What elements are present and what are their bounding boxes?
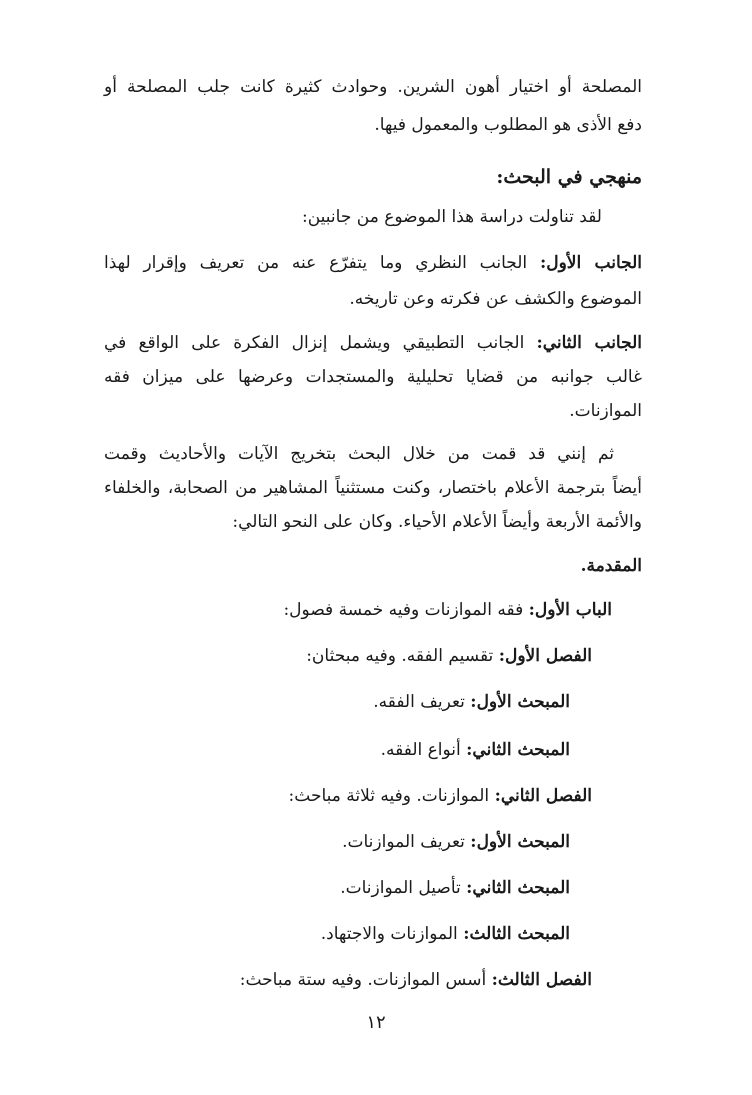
side1-line-1 [104, 252, 642, 274]
ch2-s2-text: تأصيل الموازنات. [340, 878, 461, 898]
side2-line-2: غالب جوانبه من قضايا تحليلية والمستجدات وعرضها على ميزان فقه [104, 367, 642, 387]
outline-chapter-3 [240, 970, 592, 990]
side2-label: الجانب الثاني: [536, 333, 642, 353]
ch1-label: الفصل الأول: [498, 646, 592, 666]
ch3-text: أسس الموازنات. وفيه ستة مباحث: [239, 970, 487, 990]
ch2-text: الموازنات. وفيه ثلاثة مباحث: [288, 786, 490, 806]
outline-ch2-section-2 [340, 878, 570, 898]
p3-line-2: أيضاً بترجمة الأعلام باختصار، وكنت مستثنياً المشاهير من الصحابة، والخلفاء [104, 478, 642, 498]
outline-ch1-section-1 [373, 692, 570, 712]
side1-label: الجانب الأول: [539, 253, 643, 273]
p3-line-3: والأئمة الأربعة وأيضاً الأعلام الأحياء. وكان على النحو التالي: [232, 512, 642, 532]
ch2-s3-text: الموازنات والاجتهاد. [320, 924, 458, 944]
side2-line-3: الموازنات. [569, 401, 642, 421]
outline-ch1-section-2 [381, 740, 570, 760]
section-heading: منهجي في البحث: [496, 166, 642, 188]
ch2-s1-label: المبحث الأول: [470, 832, 570, 852]
part1-text: فقه الموازنات وفيه خمسة فصول: [283, 600, 524, 620]
outline-ch2-section-3 [321, 924, 570, 944]
outline-part1 [283, 600, 612, 620]
ch1-text: تقسيم الفقه. وفيه مبحثان: [306, 646, 494, 666]
method-opening: لقد تناولت دراسة هذا الموضوع من جانبين: [302, 207, 602, 227]
ch2-s1-text: تعريف الموازنات. [342, 832, 465, 852]
side2-text: الجانب التطبيقي ويشمل إنزال الفكرة على الواقع في [104, 333, 525, 353]
p3-line-1 [104, 443, 642, 465]
ch2-s2-label: المبحث الثاني: [466, 878, 570, 898]
p3-text-1: ثم إنني قد قمت من خلال البحث بتخريج الآيات والأحاديث وقمت [104, 444, 614, 464]
part1-label: الباب الأول: [528, 600, 612, 620]
ch1-s1-label: المبحث الأول: [470, 692, 570, 712]
outline-intro: المقدمة. [580, 556, 642, 576]
outline-chapter-1 [306, 646, 592, 666]
intro-line-1: المصلحة أو اختيار أهون الشرين. وحوادث كثيرة كانت جلب المصلحة أو [104, 77, 642, 97]
ch1-s2-label: المبحث الثاني: [466, 740, 570, 760]
outline-ch2-section-1 [342, 832, 570, 852]
ch2-label: الفصل الثاني: [494, 786, 592, 806]
intro-line-2: دفع الأذى هو المطلوب والمعمول فيها. [374, 115, 642, 135]
side1-line-2: الموضوع والكشف عن فكرته وعن تاريخه. [349, 289, 642, 309]
outline-chapter-2 [289, 786, 592, 806]
ch1-s2-text: أنواع الفقه. [380, 740, 461, 760]
side2-line-1 [104, 332, 642, 354]
ch1-s1-text: تعريف الفقه. [373, 692, 465, 712]
ch3-label: الفصل الثالث: [491, 970, 592, 990]
page-number: ١٢ [366, 1012, 386, 1033]
side1-text: الجانب النظري وما يتفرّع عنه من تعريف وإقرار لهذا [104, 253, 528, 273]
ch2-s3-label: المبحث الثالث: [463, 924, 570, 944]
